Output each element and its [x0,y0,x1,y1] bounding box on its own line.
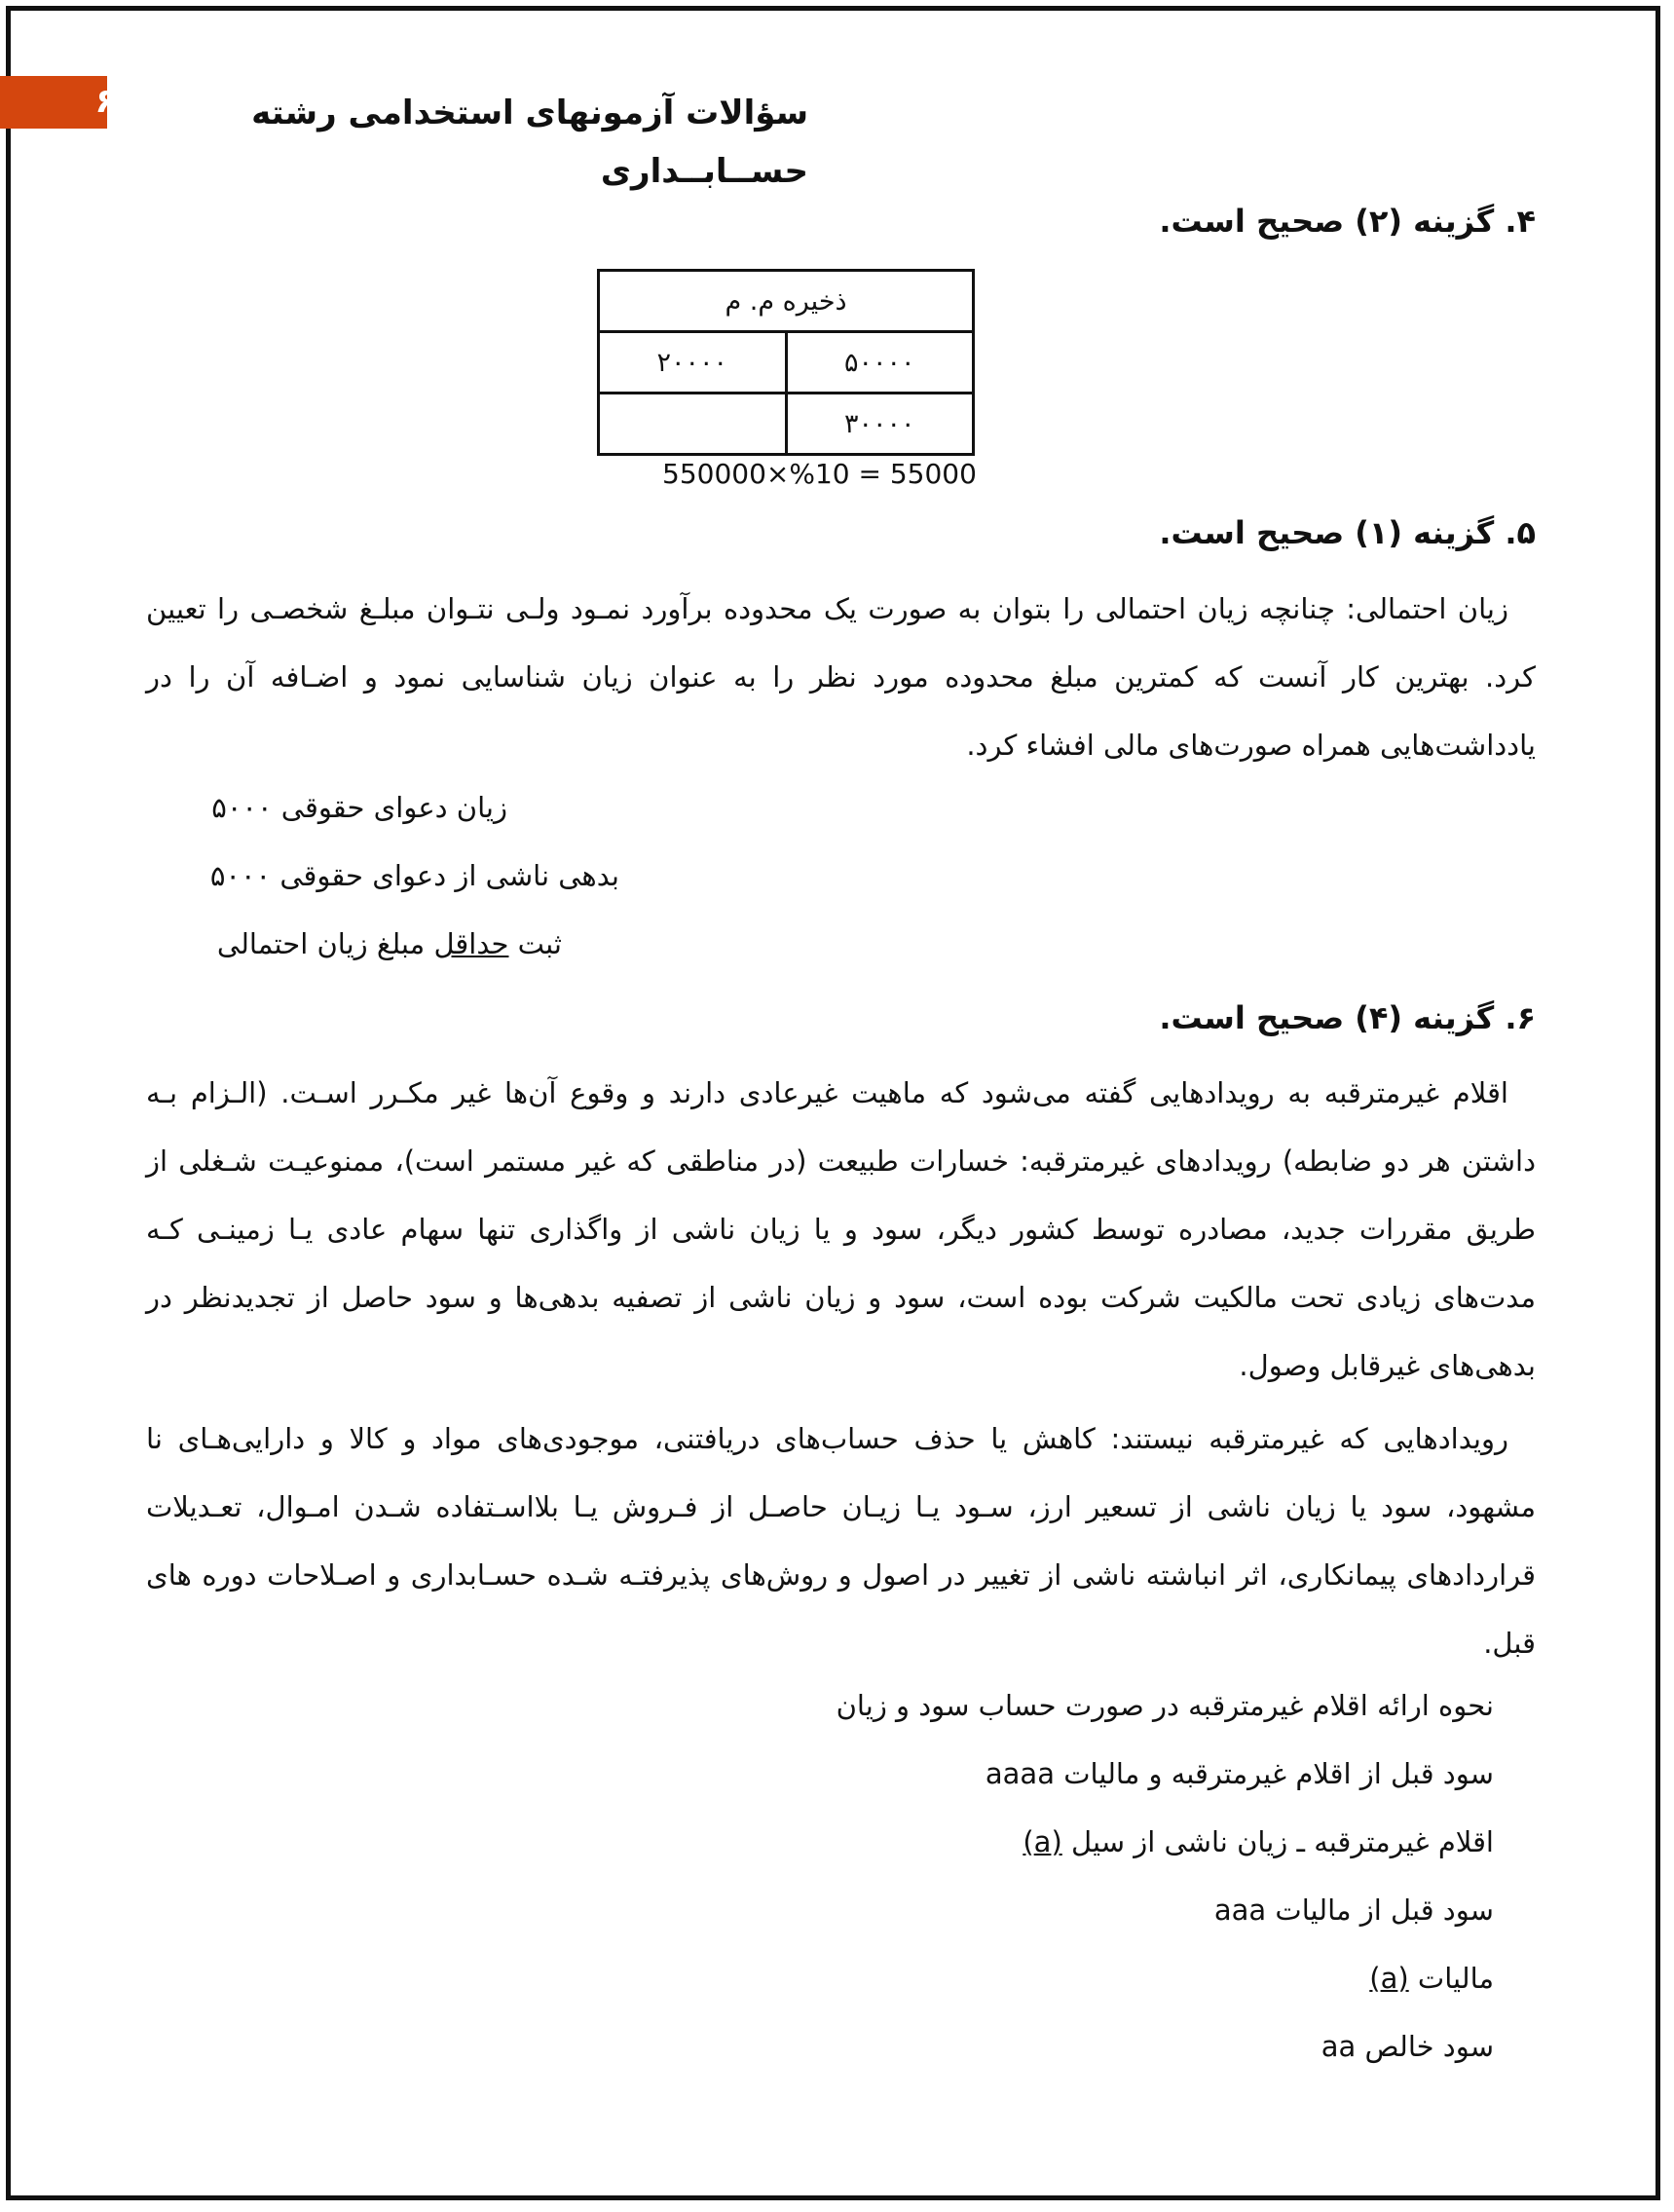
q5-note-post: مبلغ زیان احتمالی [216,927,434,960]
q6-heading: ۶. گزینه (۴) صحیح است. [1159,999,1536,1036]
q5-heading: ۵. گزینه (۱) صحیح است. [1159,514,1536,551]
ledger-title: ذخیره م. م [599,271,974,332]
ledger-credit-1: ۲۰۰۰۰ [599,332,787,394]
page-number: ۶ [94,82,116,121]
q6-paragraph-1: اقلام غیرمترقبه به رویدادهایی گفته می‌شود که ماهیت غیرعادی دارند و وقوع آن‌ها غیر مکـرر اسـت. (الـزام بـه داشتن هر دو ضابطه) رویدادهای غیرمترقبه: خسارات طبیعت (در مناطقی که غیر مستمر است)، ممنوعیـت شـغلی از طریق مقررات جدید، مصادره توسط کشور دیگر، سود و یا زیان ناشی از واگذاری تنها سهام عادی یـا زمینـی کـه مدت‌های زیادی تحت مالکیت شرکت بوده است، سود و زیان ناشی از تصفیه بدهی‌ها و سود حاصل از تجدیدنظر در بدهی‌های غیرقابل وصول. [146,1076,1536,1382]
q5-note-pre: ثبت [508,927,562,960]
q6-item-1-value: aaaa [985,1757,1055,1790]
q6-item-1-label: سود قبل از اقلام غیرمترقبه و مالیات [1054,1757,1494,1790]
q6-item-2-value: (a) [1023,1825,1062,1858]
ledger-credit-2 [599,394,787,455]
q5-note [217,927,562,960]
ledger-debit-1: ۵۰۰۰۰ [786,332,974,394]
q6-list-item-2 [1023,1825,1494,1858]
reserve-formula: 550000×%10 = 55000 [662,458,977,490]
q5-journal-entry-2: بدهی ناشی از دعوای حقوقی ۵۰۰۰ [209,859,619,892]
q5-note-underlined: حداقل [433,927,509,960]
q6-paragraph-2: رویدادهایی که غیرمترقبه نیستند: کاهش یا حذف حساب‌های دریافتنی، موجودی‌های مواد و کالا و دارایی‌هـای نا مشهود، سود یا زیان ناشی از تسعیر ارز، سـود یـا زیـان حاصـل از فـروش یـا بلااسـتفاده شـدن امـوال، تعـدیلات قراردادهای پیمانکاری، اثر انباشته ناشی از تغییر در اصول و روش‌های پذیرفتـه شـده حسـابداری و اصـلاحات دوره های قبل. [146,1422,1536,1660]
q6-list-title: نحوه ارائه اقلام غیرمترقبه در صورت حساب سود و زیان [836,1689,1494,1722]
q5-paragraph: زیان احتمالی: چنانچه زیان احتمالی را بتوان به صورت یک محدوده برآورد نمـود ولـی نتـوان مبلـغ شخصـی را تعیین کرد. بهترین کار آنست که کمترین مبلغ محدوده مورد نظر را به عنوان زیان شناسایی نمود و اضـافه آن را در یادداشت‌هایی همراه صورت‌های مالی افشاء کرد. [146,592,1536,762]
q6-item-5-label: سود خالص [1356,2030,1494,2063]
q6-item-5-value: aa [1321,2030,1357,2063]
q6-list-item-4 [1369,1962,1494,1995]
q6-item-4-value: (a) [1369,1962,1409,1995]
ledger-t-account [597,269,975,456]
q6-list-item-5 [1321,2030,1494,2063]
header-title: سؤالات آزمونهای استخدامی رشته حســابــداری [251,94,808,191]
q6-item-3-label: سود قبل از مالیات [1266,1893,1494,1927]
ledger-debit-2: ۳۰۰۰۰ [786,394,974,455]
q6-list-item-3 [1214,1893,1494,1927]
q6-list-item-1 [986,1757,1494,1790]
q5-journal-entry-1: زیان دعوای حقوقی ۵۰۰۰ [211,791,507,824]
q6-item-2-label: اقلام غیرمترقبه ـ زیان ناشی از سیل [1061,1825,1494,1858]
q6-item-3-value: aaa [1213,1893,1267,1927]
q4-heading: ۴. گزینه (۲) صحیح است. [1159,203,1536,240]
q6-item-4-label: مالیات [1408,1962,1494,1995]
